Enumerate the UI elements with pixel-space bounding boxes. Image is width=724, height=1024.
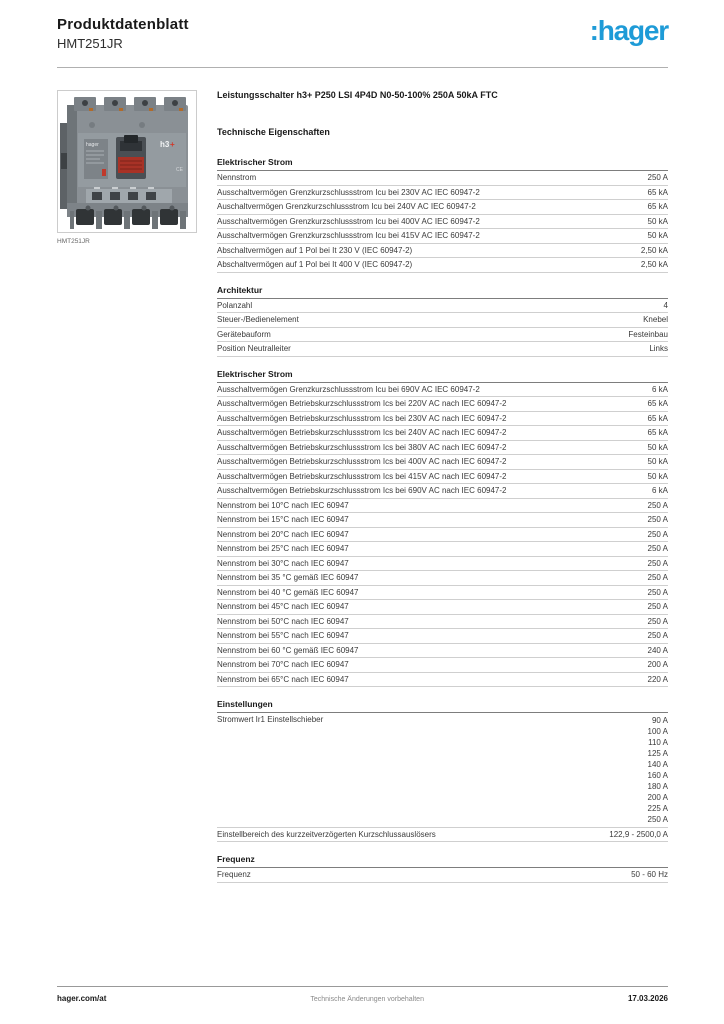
spec-row — [217, 186, 668, 201]
row-value: 200 A — [647, 660, 668, 669]
svg-text:CE: CE — [176, 167, 183, 173]
spec-section — [217, 369, 668, 688]
footer-website-link[interactable]: hager.com/at — [57, 994, 107, 1003]
spec-row — [217, 868, 668, 883]
row-label: Nennstrom bei 35 °C gemäß IEC 60947 — [217, 573, 359, 582]
row-label: Ausschaltvermögen Betriebskurzschlussstrom Ics bei 415V AC nach IEC 60947-2 — [217, 471, 507, 481]
row-value: 250 A — [647, 558, 668, 568]
row-value: 65 kA — [647, 399, 668, 408]
spec-row — [217, 528, 668, 543]
spec-row — [217, 455, 668, 470]
row-value: 65 kA — [647, 428, 668, 437]
circuit-breaker-illustration — [58, 91, 196, 232]
row-value: 250 A — [647, 616, 668, 626]
row-value: 65 kA — [647, 202, 668, 211]
page-header — [57, 16, 668, 51]
row-value: 250 A — [647, 500, 668, 510]
row-value: 90 A 100 A 110 A 125 A 140 A 160 A 180 A 200 A 225 A 250 A — [647, 716, 668, 824]
row-label: Nennstrom bei 15°C nach IEC 60947 — [217, 515, 349, 524]
section-heading: Elektrischer Strom — [217, 157, 668, 171]
row-value: 50 kA — [647, 231, 668, 240]
row-label: Nennstrom bei 70°C nach IEC 60947 — [217, 660, 349, 669]
spec-sections — [217, 157, 668, 883]
page-footer — [57, 986, 668, 1003]
row-value: 50 kA — [647, 442, 668, 452]
row-label: Steuer-/Bedienelement — [217, 315, 299, 324]
row-value: 6 kA — [651, 486, 668, 495]
row-value: 4 — [663, 300, 668, 310]
row-label: Position Neutralleiter — [217, 344, 291, 353]
spec-row — [217, 629, 668, 644]
row-label: Abschaltvermögen auf 1 Pol bei It 400 V (IEC 60947-2) — [217, 260, 413, 269]
section-heading: Einstellungen — [217, 699, 668, 713]
product-title: Leistungsschalter h3+ P250 LSI 4P4D N0-50-100% 250A 50kA FTC — [217, 90, 498, 100]
spec-row — [217, 383, 668, 398]
spec-row — [217, 644, 668, 659]
spec-row — [217, 513, 668, 528]
spec-row — [217, 412, 668, 427]
spec-row — [217, 171, 668, 186]
spec-row — [217, 600, 668, 615]
row-value: 50 kA — [647, 457, 668, 466]
row-value: Knebel — [643, 315, 668, 324]
row-value: 65 kA — [647, 187, 668, 197]
row-value: 6 kA — [651, 384, 668, 394]
row-label: Ausschaltvermögen Betriebskurzschlussstrom Ics bei 380V AC nach IEC 60947-2 — [217, 442, 507, 452]
row-value: 50 kA — [647, 216, 668, 226]
row-label: Ausschaltvermögen Betriebskurzschlussstrom Ics bei 400V AC nach IEC 60947-2 — [217, 457, 507, 466]
row-value: 50 kA — [647, 471, 668, 481]
row-label: Nennstrom bei 65°C nach IEC 60947 — [217, 674, 349, 684]
document-title: Produktdatenblatt — [57, 16, 189, 33]
row-label: Ausschaltvermögen Betriebskurzschlussstrom Ics bei 220V AC nach IEC 60947-2 — [217, 399, 507, 408]
row-label: Nennstrom bei 45°C nach IEC 60947 — [217, 602, 349, 611]
spec-row — [217, 426, 668, 441]
row-value: Festeinbau — [628, 329, 668, 339]
spec-row — [217, 499, 668, 514]
row-label: Ausschaltvermögen Betriebskurzschlussstrom Ics bei 690V AC nach IEC 60947-2 — [217, 486, 507, 495]
product-image-caption: HMT251JR — [57, 238, 90, 245]
svg-text:h3: h3 — [160, 140, 170, 149]
row-label: Ausschaltvermögen Betriebskurzschlussstrom Ics bei 240V AC nach IEC 60947-2 — [217, 428, 507, 437]
spec-row — [217, 658, 668, 673]
row-label: Ausschaltvermögen Grenzkurzschlussstrom Icu bei 690V AC IEC 60947-2 — [217, 384, 480, 394]
row-label: Ausschaltvermögen Grenzkurzschlussstrom Icu bei 400V AC IEC 60947-2 — [217, 216, 480, 226]
spec-section — [217, 699, 668, 842]
spec-row — [217, 299, 668, 314]
spec-row — [217, 215, 668, 230]
spec-row — [217, 586, 668, 601]
characteristics-title: Technische Eigenschaften — [217, 127, 330, 137]
hager-logo: :hager — [589, 15, 668, 46]
svg-text:hager: hager — [86, 142, 99, 148]
spec-section — [217, 854, 668, 883]
row-label: Auschaltvermögen Grenzkurzschlussstrom Icu bei 240V AC IEC 60947-2 — [217, 202, 476, 211]
svg-text:+: + — [170, 140, 175, 149]
row-value: 250 A — [647, 529, 668, 539]
spec-row — [217, 484, 668, 499]
row-label: Abschaltvermögen auf 1 Pol bei It 230 V (IEC 60947-2) — [217, 245, 413, 255]
spec-section — [217, 157, 668, 273]
row-value: 65 kA — [647, 413, 668, 423]
row-label: Nennstrom bei 30°C nach IEC 60947 — [217, 558, 349, 568]
section-heading: Architektur — [217, 285, 668, 299]
spec-row — [217, 328, 668, 343]
spec-row — [217, 342, 668, 357]
row-label: Nennstrom bei 20°C nach IEC 60947 — [217, 529, 349, 539]
row-value: 250 A — [647, 587, 668, 597]
row-label: Frequenz — [217, 870, 251, 879]
spec-row — [217, 470, 668, 485]
row-value: 250 A — [647, 544, 668, 553]
spec-row — [217, 229, 668, 244]
row-label: Nennstrom — [217, 173, 257, 182]
row-value: 250 A — [647, 631, 668, 640]
spec-row — [217, 571, 668, 586]
row-value: 240 A — [647, 645, 668, 655]
row-label: Polanzahl — [217, 300, 253, 310]
spec-row — [217, 828, 668, 843]
row-label: Nennstrom bei 50°C nach IEC 60947 — [217, 616, 349, 626]
spec-row — [217, 615, 668, 630]
footer-disclaimer: Technische Änderungen vorbehalten — [310, 996, 424, 1003]
row-value: 122,9 - 2500,0 A — [609, 829, 668, 839]
document-product-code: HMT251JR — [57, 36, 123, 51]
row-label: Nennstrom bei 25°C nach IEC 60947 — [217, 544, 349, 553]
row-label: Nennstrom bei 10°C nach IEC 60947 — [217, 500, 349, 510]
spec-row — [217, 258, 668, 273]
row-label: Gerätebauform — [217, 329, 271, 339]
spec-row — [217, 673, 668, 688]
spec-row — [217, 244, 668, 259]
row-label: Nennstrom bei 55°C nach IEC 60947 — [217, 631, 349, 640]
footer-date: 17.03.2026 — [627, 994, 668, 1003]
row-label: Einstellbereich des kurzzeitverzögerten Kurzschlussauslösers — [217, 829, 436, 839]
row-value: 250 A — [647, 602, 668, 611]
spec-row — [217, 200, 668, 215]
row-value: 2,50 kA — [640, 245, 668, 255]
row-value: 250 A — [647, 573, 668, 582]
spec-row — [217, 441, 668, 456]
spec-row — [217, 397, 668, 412]
row-label: Ausschaltvermögen Betriebskurzschlussstrom Ics bei 230V AC nach IEC 60947-2 — [217, 413, 507, 423]
row-value: 220 A — [647, 674, 668, 684]
section-heading: Frequenz — [217, 854, 668, 868]
section-heading: Elektrischer Strom — [217, 369, 668, 383]
spec-row — [217, 542, 668, 557]
spec-row — [217, 557, 668, 572]
row-label: Nennstrom bei 40 °C gemäß IEC 60947 — [217, 587, 359, 597]
product-image — [57, 90, 197, 233]
header-divider — [57, 67, 668, 68]
row-label: Ausschaltvermögen Grenzkurzschlussstrom Icu bei 230V AC IEC 60947-2 — [217, 187, 480, 197]
row-value: 50 - 60 Hz — [631, 870, 668, 879]
row-value: 2,50 kA — [640, 260, 668, 269]
row-value: Links — [649, 344, 668, 353]
datasheet-content — [217, 90, 668, 895]
spec-section — [217, 285, 668, 357]
row-label: Stromwert Ir1 Einstellschieber — [217, 715, 324, 724]
spec-row — [217, 313, 668, 328]
spec-row — [217, 713, 668, 828]
row-value: 250 A — [647, 173, 668, 182]
row-value: 250 A — [647, 515, 668, 524]
row-label: Nennstrom bei 60 °C gemäß IEC 60947 — [217, 645, 359, 655]
row-label: Ausschaltvermögen Grenzkurzschlussstrom Icu bei 415V AC IEC 60947-2 — [217, 231, 480, 240]
